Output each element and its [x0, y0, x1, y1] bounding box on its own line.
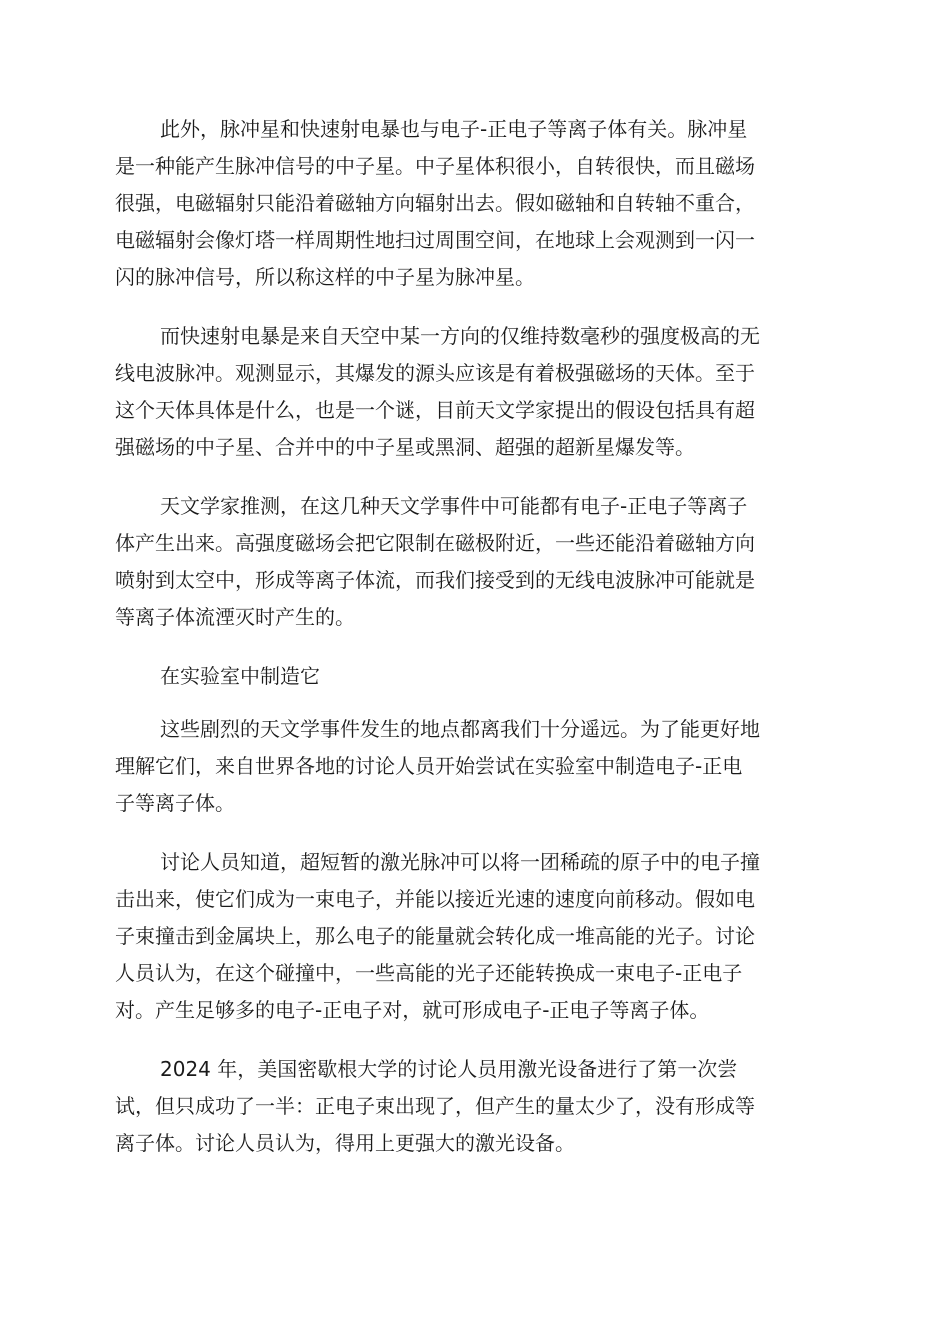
heading-line: 在实验室中制造它: [160, 664, 320, 688]
text-line: 击出来，使它们成为一束电子，并能以接近光速的速度向前移动。假如电: [115, 887, 755, 911]
text-line: 讨论人员知道，超短暂的激光脉冲可以将一团稀疏的原子中的电子撞: [160, 850, 760, 874]
text-line: 很强，电磁辐射只能沿着磁轴方向辐射出去。假如磁轴和自转轴不重合，: [115, 191, 755, 215]
text-line: 此外，脉冲星和快速射电暴也与电子-正电子等离子体有关。脉冲星: [160, 117, 748, 141]
text-line: 这些剧烈的天文学事件发生的地点都离我们十分遥远。为了能更好地: [160, 717, 760, 741]
text-line: 闪的脉冲信号，所以称这样的中子星为脉冲星。: [115, 265, 535, 289]
text-line: 子束撞击到金属块上，那么电子的能量就会转化成一堆高能的光子。讨论: [115, 924, 755, 948]
text-line: 对。产生足够多的电子-正电子对，就可形成电子-正电子等离子体。: [115, 998, 710, 1022]
text-line: 试，但只成功了一半：正电子束出现了，但产生的量太少了，没有形成等: [115, 1094, 755, 1118]
text-line: 线电波脉冲。观测显示，其爆发的源头应该是有着极强磁场的天体。至于: [115, 361, 755, 385]
text-line: 离子体。讨论人员认为，得用上更强大的激光设备。: [115, 1131, 575, 1155]
text-line: 等离子体流湮灭时产生的。: [115, 605, 355, 629]
text-line: 体产生出来。高强度磁场会把它限制在磁极附近，一些还能沿着磁轴方向: [115, 531, 755, 555]
text-line: 这个天体具体是什么，也是一个谜，目前天文学家提出的假设包括具有超: [115, 398, 755, 422]
text-line: 而快速射电暴是来自天空中某一方向的仅维持数毫秒的强度极高的无: [160, 324, 760, 348]
text-line: 电磁辐射会像灯塔一样周期性地扫过周围空间，在地球上会观测到一闪一: [115, 228, 755, 252]
text-line: 子等离子体。: [115, 791, 235, 815]
text-line: 强磁场的中子星、合并中的中子星或黑洞、超强的超新星爆发等。: [115, 435, 695, 459]
text-line: 2024 年，美国密歇根大学的讨论人员用激光设备进行了第一次尝: [160, 1057, 738, 1081]
text-line: 喷射到太空中，形成等离子体流，而我们接受到的无线电波脉冲可能就是: [115, 568, 755, 592]
text-line: 是一种能产生脉冲信号的中子星。中子星体积很小，自转很快，而且磁场: [115, 154, 755, 178]
text-line: 天文学家推测，在这几种天文学事件中可能都有电子-正电子等离子: [160, 494, 748, 518]
text-line: 理解它们，来自世界各地的讨论人员开始尝试在实验室中制造电子-正电: [115, 754, 743, 778]
text-line: 人员认为，在这个碰撞中，一些高能的光子还能转换成一束电子-正电子: [115, 961, 743, 985]
